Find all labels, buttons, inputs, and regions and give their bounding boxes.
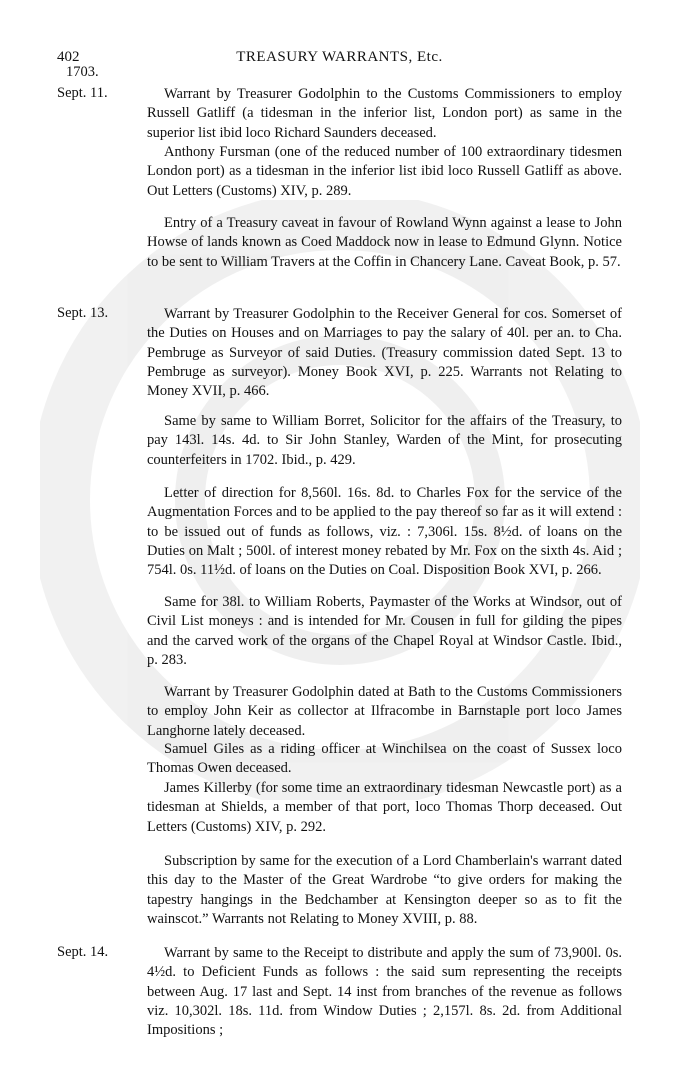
paragraph-text: James Killerby (for some time an extraordinary tidesman Newcastle port) as a tidesman at Shields, a member of that port, loco Thomas Thorp deceased. Out Letters (Customs) XIV, p. 292.	[147, 780, 622, 835]
entry-paragraph	[147, 143, 622, 201]
entry-paragraph	[147, 85, 622, 143]
entry-paragraph	[147, 944, 622, 1040]
entry-date: Sept. 13.	[57, 305, 109, 321]
paragraph-text: Samuel Giles as a riding officer at Winchilsea on the coast of Sussex loco Thomas Owen deceased.	[147, 741, 622, 777]
entry-date: Sept. 14.	[57, 944, 109, 960]
paragraph-text: Subscription by same for the execution of a Lord Chamberlain's warrant dated this day to the Master of the Great Wardrobe “to give orders for making the tapestry hangings in the Bedchamber at Kensington deeper so as to fit the wainscot.” Warrants not Relating to Money XVIII, p. 88.	[147, 853, 622, 927]
paragraph-text: Entry of a Treasury caveat in favour of Rowland Wynn against a lease to John Howse of lands known as Coed Maddock now in lease to Edmund Glynn. Notice to be sent to William Travers at the Coffin in Chancery Lane. Caveat Book, p. 57.	[147, 215, 622, 270]
paragraph-text: Same by same to William Borret, Solicitor for the affairs of the Treasury, to pay 143l. 14s. 4d. to Sir John Stanley, Warden of the Mint, for prosecuting counterfeiters in 1702. Ibid., p. 429.	[147, 413, 622, 468]
entry-paragraph	[147, 214, 622, 272]
entry-paragraph	[147, 683, 622, 741]
entry-paragraph	[147, 593, 622, 670]
entry-paragraph	[147, 852, 622, 929]
year-marker: 1703.	[66, 64, 99, 80]
entry-paragraph	[147, 412, 622, 470]
running-title: TREASURY WARRANTS, Etc.	[236, 49, 443, 65]
paragraph-text: Letter of direction for 8,560l. 16s. 8d. to Charles Fox for the service of the Augmentation Forces and to be applied to the pay thereof so far as it will extend : to be issued out of funds as follows, viz. : 7,306l. 15s. 8½d. of loans on the Duties on Malt ; 500l. of interest money rebated by Mr. Fox on the sixth 4s. Aid ; 754l. 0s. 11½d. of loans on the Duties on Coal. Disposition Book XVI, p. 266.	[147, 485, 622, 579]
paragraph-text: Warrant by Treasurer Godolphin dated at Bath to the Customs Commissioners to employ John Keir as collector at Ilfracombe in Barnstaple port loco James Langhorne lately deceased.	[147, 684, 622, 739]
paragraph-text: Warrant by Treasurer Godolphin to the Customs Commissioners to employ Russell Gatliff (a tidesman in the inferior list, London port) as same in the superior list ibid loco Richard Saunders deceased.	[147, 86, 622, 141]
paragraph-text: Anthony Fursman (one of the reduced number of 100 extraordinary tidesmen London port) as a tidesman in the inferior list ibid loco Russell Gatliff as above. Out Letters (Customs) XIV, p. 289.	[147, 144, 622, 199]
entry-date: Sept. 11.	[57, 85, 108, 101]
page-header	[57, 49, 622, 69]
paragraph-text: Warrant by same to the Receipt to distribute and apply the sum of 73,900l. 0s. 4½d. to Deficient Funds as follows : the said sum representing the receipts between Aug. 17 last and Sept. 14 inst from branches of the revenue as follows viz. 10,302l. 18s. 11d. from Window Duties ; 2,157l. 8s. 2d. from Additional Impositions ;	[147, 945, 622, 1039]
entry-paragraph	[147, 484, 622, 580]
entry-paragraph	[147, 740, 622, 779]
entry-paragraph	[147, 779, 622, 837]
page-number: 402	[57, 49, 80, 65]
paragraph-text: Same for 38l. to William Roberts, Paymaster of the Works at Windsor, out of Civil List moneys : and is intended for Mr. Cousen in full for gilding the pipes and the carved work of the organs of the Chapel Royal at Windsor Castle. Ibid., p. 283.	[147, 594, 622, 668]
entry-paragraph	[147, 305, 622, 401]
paragraph-text: Warrant by Treasurer Godolphin to the Receiver General for cos. Somerset of the Duties on Houses and on Marriages to pay the salary of 40l. per an. to Cha. Pembruge as Surveyor of said Duties. (Treasury commission dated Sept. 13 to Pembruge as surveyor). Money Book XVI, p. 225. Warrants not Relating to Money XVII, p. 466.	[147, 306, 622, 400]
